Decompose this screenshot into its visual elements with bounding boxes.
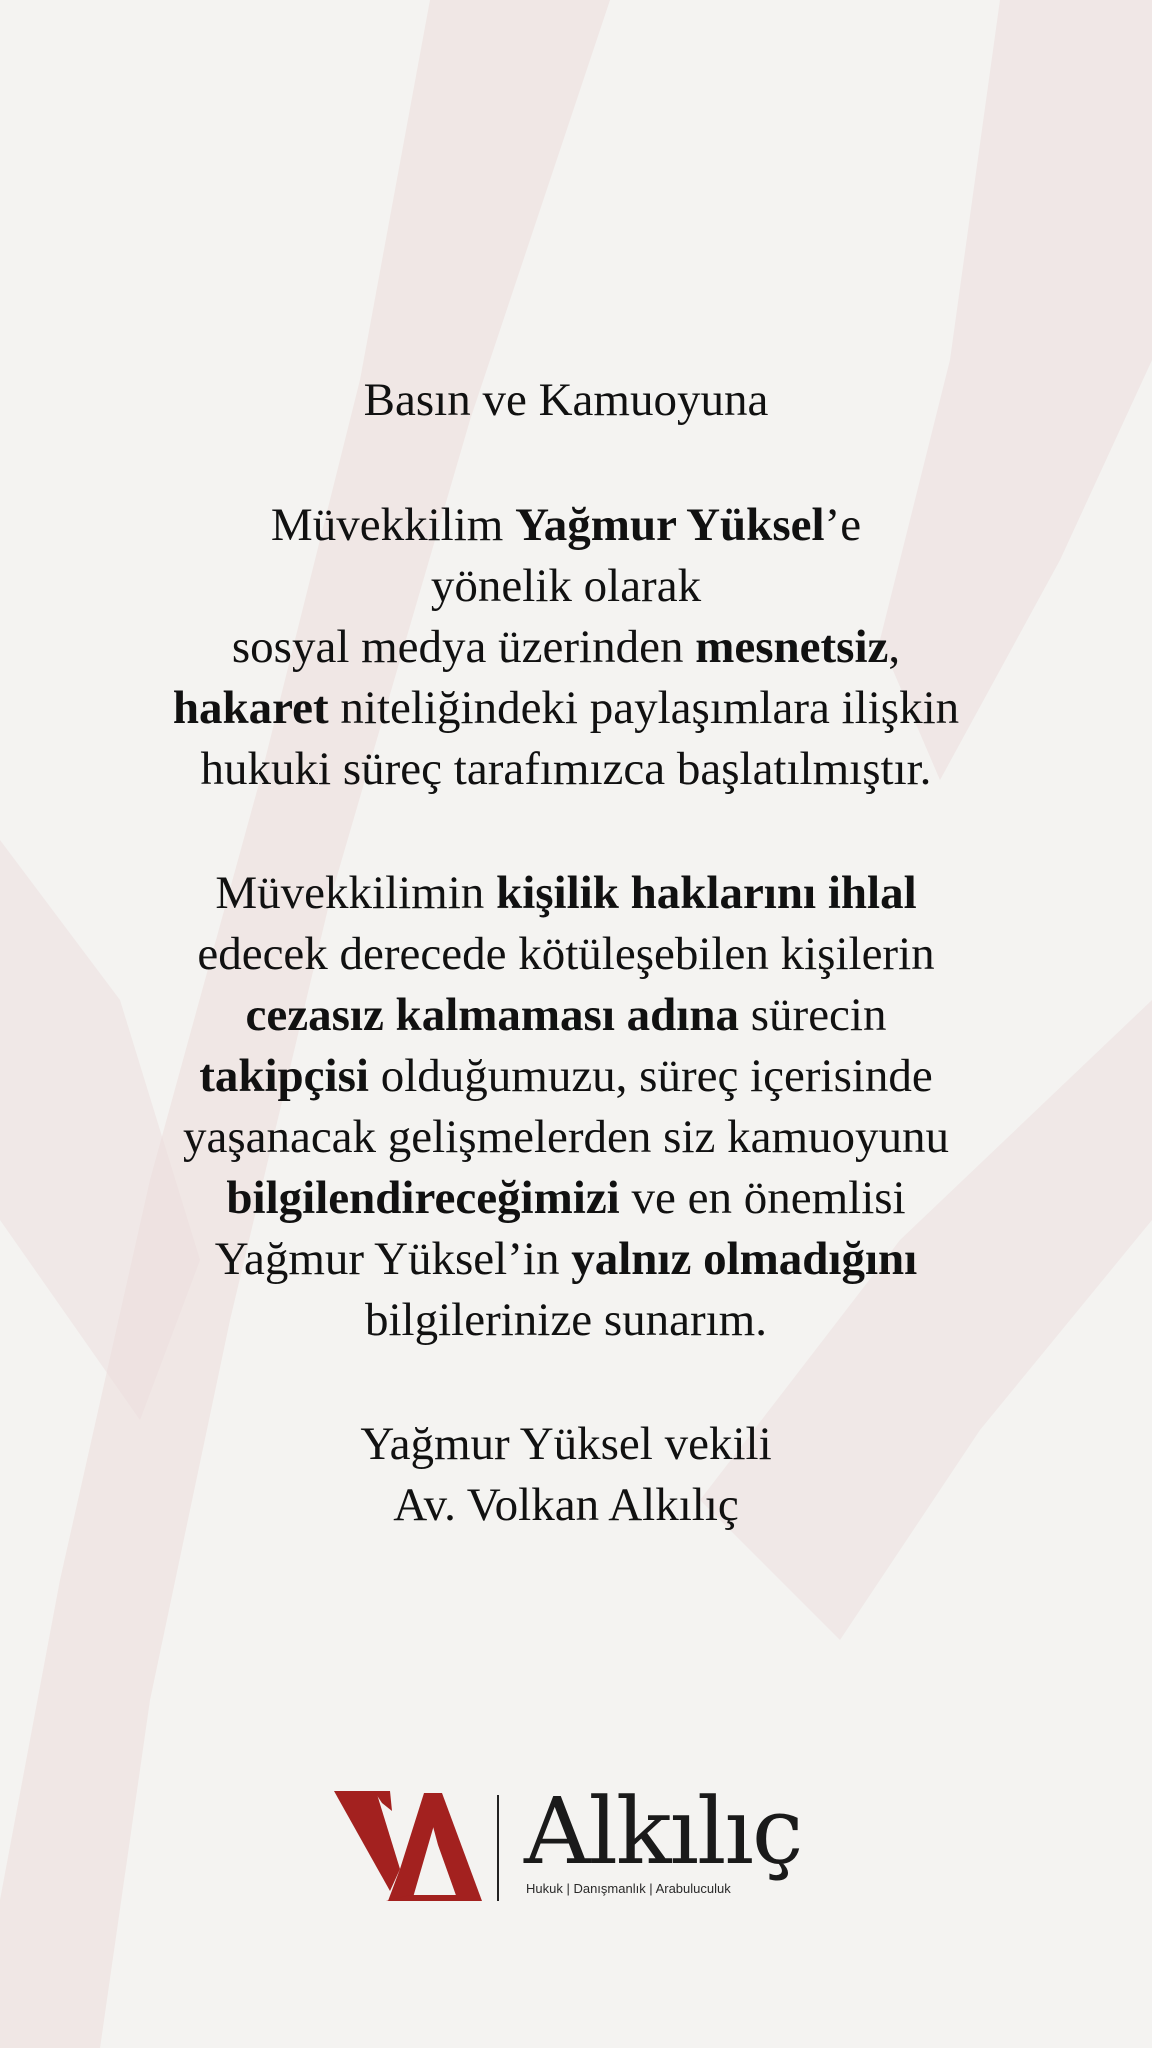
signature-block [60, 1414, 1072, 1536]
paragraph2-line-3 [60, 985, 1072, 1046]
emphasis-text: Yağmur Yüksel [515, 499, 825, 551]
body-text: sosyal medya üzerinden [231, 621, 696, 673]
body-text: sürecin [739, 989, 887, 1041]
body-text: , [888, 621, 901, 673]
firm-logo [330, 1778, 830, 1915]
paragraph2-line-5 [60, 1107, 1072, 1168]
statement-paragraph-2 [60, 863, 1072, 1351]
signature-name: Av. Volkan Alkılıç [393, 1479, 739, 1531]
paragraph2-line-8 [60, 1290, 1072, 1351]
emphasis-text: kişilik haklarını ihlal [496, 867, 917, 919]
paragraph2-line-2 [60, 924, 1072, 985]
body-text: yönelik olarak [430, 560, 702, 612]
body-text: hukuki süreç tarafımızca başlatılmıştır. [200, 743, 932, 795]
body-text: yaşanacak gelişmelerden siz kamuoyunu [182, 1111, 950, 1163]
body-text: edecek derecede kötüleşebilen kişilerin [197, 928, 935, 980]
paragraph1-line-5 [60, 739, 1072, 800]
paragraph2-line-4 [60, 1046, 1072, 1107]
logo-divider [497, 1795, 499, 1901]
emphasis-text: takipçisi [199, 1050, 369, 1102]
emphasis-text: mesnetsiz [695, 621, 889, 673]
heading-line: Basın ve Kamuoyuna [363, 374, 769, 426]
body-text: Müvekkilimin [215, 867, 497, 919]
paragraph1-line-3 [60, 617, 1072, 678]
paragraph1-line-4 [60, 678, 1072, 739]
emphasis-text: bilgilendireceğimizi [226, 1172, 620, 1224]
statement-paragraph-1 [60, 495, 1072, 800]
emphasis-text: hakaret [172, 682, 329, 734]
body-text: Yağmur Yüksel’in [214, 1233, 572, 1285]
emphasis-text: yalnız olmadığını [571, 1233, 918, 1285]
paragraph2-line-1 [60, 863, 1072, 924]
logo-tagline: Hukuk | Danışmanlık | Arabuluculuk [526, 1881, 731, 1896]
paragraph2-line-6 [60, 1168, 1072, 1229]
paragraph1-line-2 [60, 556, 1072, 617]
paragraph2-line-7 [60, 1229, 1072, 1290]
signature-role: Yağmur Yüksel vekili [360, 1418, 772, 1470]
body-text: niteliğindeki paylaşımlara ilişkin [328, 682, 960, 734]
body-text: bilgilerinize sunarım. [364, 1294, 767, 1346]
logo-name: Alkılıç [524, 1778, 802, 1885]
va-monogram-icon [330, 1785, 490, 1905]
statement-heading [60, 370, 1072, 431]
body-text: olduğumuzu, süreç içerisinde [368, 1050, 933, 1102]
body-text: ’e [824, 499, 862, 551]
emphasis-text: cezasız kalmaması adına [245, 989, 739, 1041]
paragraph1-line-1 [60, 495, 1072, 556]
body-text: Müvekkilim [270, 499, 516, 551]
body-text: ve en önemlisi [619, 1172, 906, 1224]
